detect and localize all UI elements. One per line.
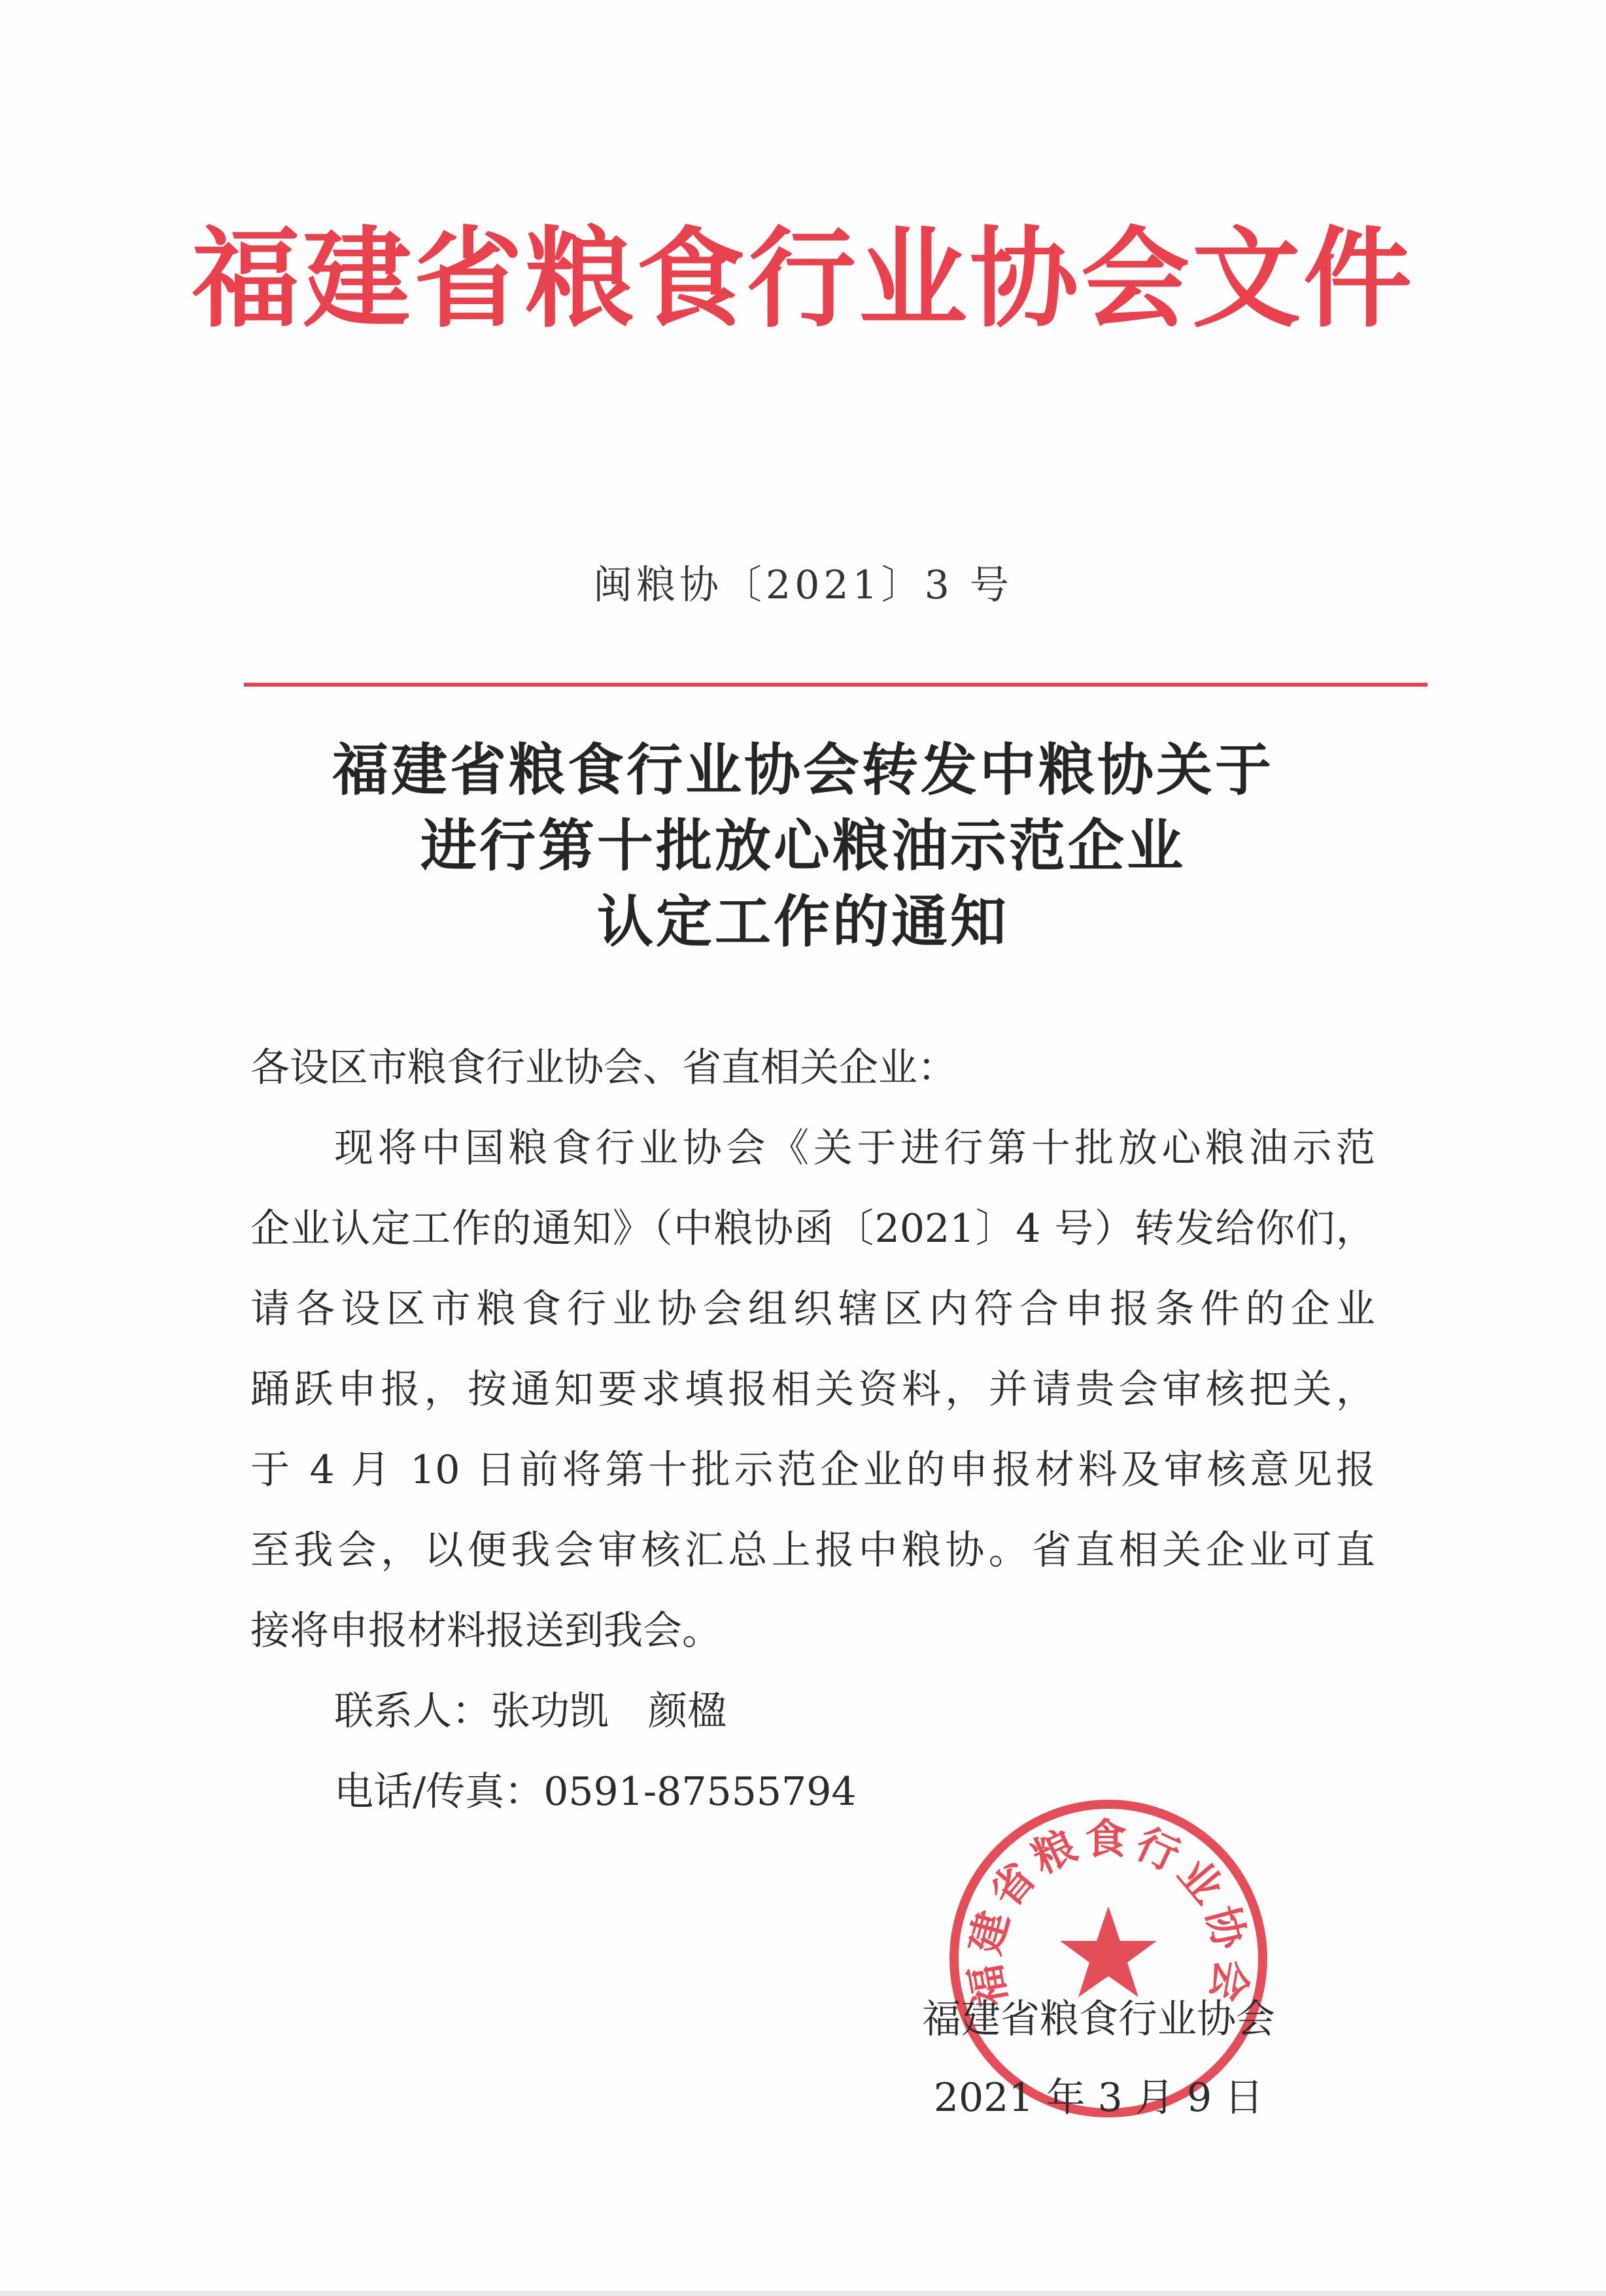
paragraph-line: 踊跃申报，按通知要求填报相关资料，并请贵会审核把关， — [250, 1367, 1375, 1413]
notice-title — [0, 732, 1606, 960]
signature-block — [896, 1980, 1301, 2137]
notice-title-line-3: 认定工作的通知 — [597, 889, 1009, 955]
red-separator-line — [244, 683, 1427, 687]
paragraph-line: 于 4 月 10 日前将第十批示范企业的申报材料及审核意见报 — [250, 1447, 1375, 1493]
issuer-masthead: 福建省粮食行业协会文件 — [192, 216, 1414, 343]
seal-arc-text: 福建省粮食行业协会 — [961, 1815, 1256, 2011]
notice-body — [250, 1028, 1375, 1832]
salutation: 各设区市粮食行业协会、省直相关企业： — [250, 1045, 957, 1091]
signature-organization: 福建省粮食行业协会 — [922, 1996, 1275, 2042]
phone-fax: 电话/传真：0591-87555794 — [334, 1769, 857, 1815]
scan-bottom-edge — [0, 2291, 1606, 2296]
paragraph-line: 企业认定工作的通知》（中粮协函〔2021〕4 号）转发给你们， — [250, 1206, 1375, 1252]
document-number: 闽粮协〔2021〕3 号 — [593, 562, 1013, 608]
paragraph-line: 至我会，以便我会审核汇总上报中粮协。省直相关企业可直 — [250, 1528, 1375, 1573]
notice-title-line-1: 福建省粮食行业协会转发中粮协关于 — [332, 738, 1274, 803]
notice-title-line-2: 进行第十批放心粮油示范企业 — [420, 814, 1186, 879]
paragraph-line: 请各设区市粮食行业协会组织辖区内符合申报条件的企业 — [250, 1286, 1375, 1332]
paragraph-line: 接将申报材料报送到我会。 — [250, 1608, 721, 1654]
paragraph-line: 现将中国粮食行业协会《关于进行第十批放心粮油示范 — [334, 1125, 1375, 1171]
signature-date: 2021 年 3 月 9 日 — [933, 2075, 1264, 2121]
contact-person: 联系人：张功凯 颜楹 — [334, 1688, 726, 1734]
